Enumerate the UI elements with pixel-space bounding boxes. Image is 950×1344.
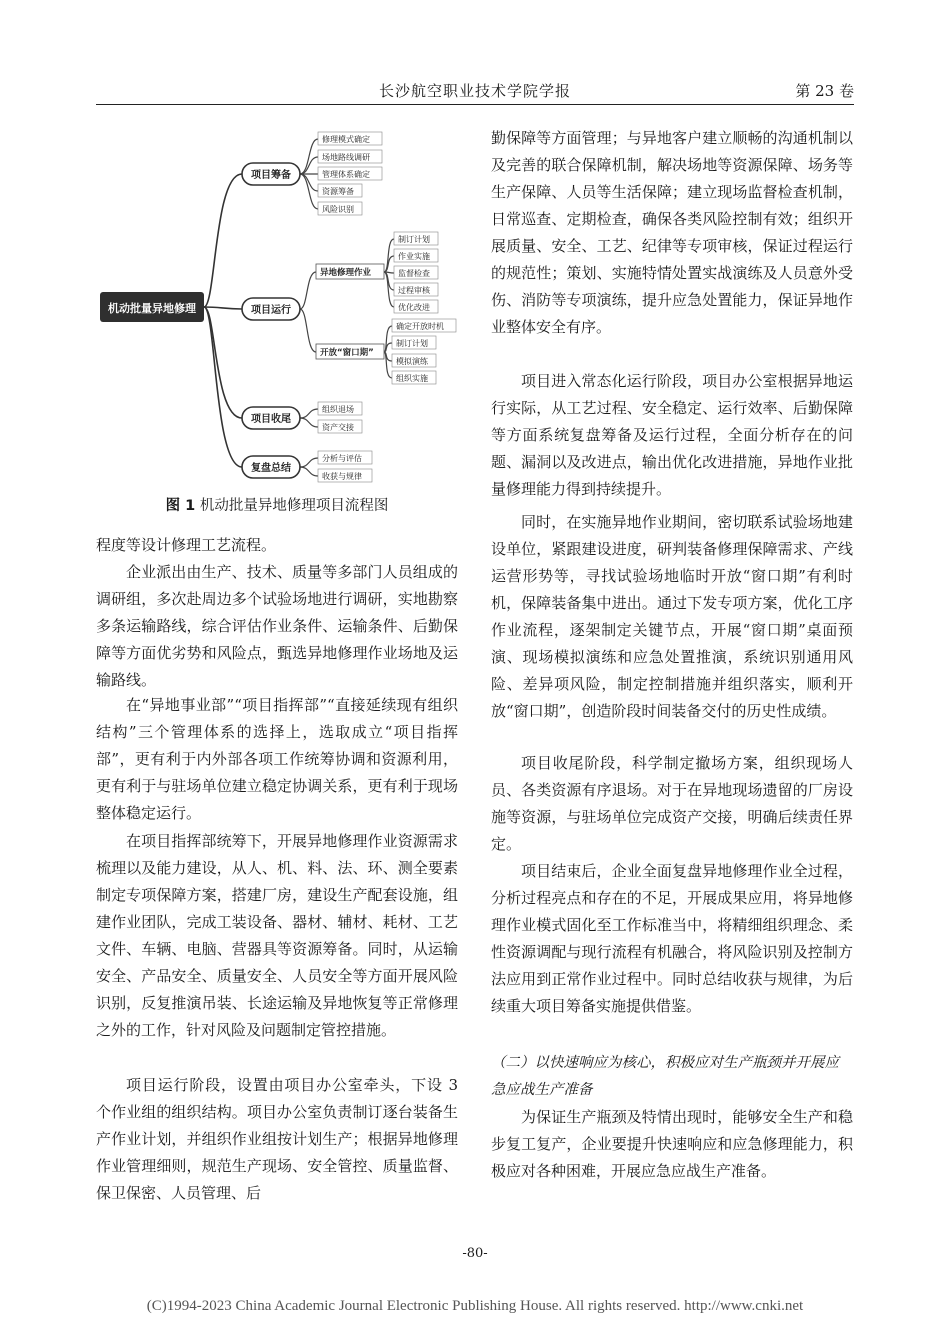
svg-text:项目运行: 项目运行	[251, 305, 291, 316]
onsite-items	[394, 232, 438, 313]
subgroup-window	[316, 344, 384, 359]
leaf-item: 管理体系确定	[322, 170, 370, 179]
leaf-item: 作业实施	[398, 252, 430, 261]
volume-label: 第 23 卷	[795, 82, 854, 100]
right-paragraph-2: 项目进入常态化运行阶段，项目办公室根据异地运行实际，从工艺过程、安全稳定、运行效率、后勤保障等方面系统复盘筹备及运行过程，全面分析存在的问题、漏洞以及改进点，输出优化改进措施，异地作业批量修理能力得到持续提升。	[491, 372, 853, 498]
leaf-item: 模拟演练	[396, 357, 428, 366]
leaf-item: 收获与规律	[322, 472, 362, 481]
right-paragraph-6: 为保证生产瓶颈及特情出现时，能够安全生产和稳步复工复产，企业要提升快速响应和应急修理能力，积极应对各种困难，开展应急应战生产准备。	[491, 1108, 853, 1180]
figure-caption-text: 机动批量异地修理项目流程图	[199, 498, 389, 514]
leaf-item: 资产交接	[322, 423, 354, 432]
figure-caption	[96, 494, 458, 515]
leaf-item: 过程审核	[398, 286, 430, 295]
left-paragraph-3: 在“异地事业部”“项目指挥部”“直接延续现有组织结构”三个管理体系的选择上，选取成立“项目指挥部”，更有利于内外部各项工作统筹协调和资源利用，更有利于与驻场单位建立稳定协调关系，更有利于现场整体稳定运行。	[96, 696, 458, 822]
page-number: -80-	[462, 1246, 488, 1261]
subgroup-onsite	[316, 264, 384, 279]
flowchart-svg	[96, 122, 458, 486]
leaf-item: 组织实施	[396, 374, 428, 383]
right-paragraph-5: 项目结束后，企业全面复盘异地修理作业全过程，分析过程亮点和存在的不足，开展成果应用，将异地修理作业模式固化至工作标准当中，将精细组织理念、柔性资源调配与现行流程有机融合，将风险识别及控制方法应用到正常作业过程中。同时总结收获与规律，为后续重大项目筹备实施提供借鉴。	[491, 862, 853, 1015]
leaf-item: 场地路线调研	[322, 153, 370, 162]
leaf-item: 修理模式确定	[322, 135, 370, 144]
right-paragraph-3: 同时，在实施异地作业期间，密切联系试验场地建设单位，紧跟建设进度，研判装备修理保障需求、产线运营形势等，寻找试验场地临时开放“窗口期”有利时机，保障装备集中进出。通过下发专项方案，优化工序作业流程，逐架制定关键节点，开展“窗口期”桌面预演、现场模拟演练和应急处置推演，系统识别通用风险、差异项风险，制定控制措施并组织落实，顺利开放“窗口期”，创造阶段时间装备交付的历史性成绩。	[491, 513, 853, 720]
group-node-review	[242, 456, 300, 478]
journal-title: 长沙航空职业技术学院学报	[378, 82, 571, 100]
leaf-item: 分析与评估	[322, 454, 362, 463]
root-label: 机动批量异地修理	[108, 302, 196, 315]
leaf-item: 优化改进	[398, 303, 430, 312]
group-node-prep	[242, 163, 300, 185]
svg-text:异地修理作业: 异地修理作业	[320, 268, 372, 278]
section-subheading: （二）以快速响应为核心，积极应对生产瓶颈并开展应急应战生产准备	[491, 1055, 839, 1098]
svg-text:开放“窗口期”: 开放“窗口期”	[320, 348, 374, 358]
left-paragraph-2: 企业派出由生产、技术、质量等多部门人员组成的调研组，多次赴周边多个试验场地进行调研，实地勘察多条运输路线，综合评估作业条件、运输条件、后勤保障等方面优劣势和风险点，甄选异地修理作业场地及运输路线。	[96, 563, 458, 689]
svg-text:项目收尾: 项目收尾	[251, 414, 291, 425]
leaf-item: 确定开放时机	[396, 322, 444, 331]
group-node-run	[242, 298, 300, 320]
left-paragraph-5: 项目运行阶段，设置由项目办公室牵头，下设 3 个作业组的组织结构。项目办公室负责制订逐台装备生产作业计划，并组织作业组按计划生产；根据异地修理作业管理细则，规范生产现场、安全管控、质量监督、保卫保密、人员管理、后	[96, 1076, 458, 1202]
leaf-item: 制订计划	[396, 339, 428, 348]
group-node-close	[242, 407, 300, 429]
left-paragraph-4: 在项目指挥部统筹下，开展异地修理作业资源需求梳理以及能力建设，从人、机、料、法、环、测全要素制定专项保障方案，搭建厂房，建设生产配套设施，组建作业团队，完成工装设备、器材、辅材、耗材、工艺文件、车辆、电脑、营器具等资源筹备。同时，从运输安全、产品安全、质量安全、人员安全等方面开展风险识别，反复推演吊装、长途运输及异地恢复等正常修理之外的工作，针对风险及问题制定管控措施。	[96, 832, 458, 1039]
leaf-item: 资源筹备	[322, 187, 354, 196]
header-rule	[96, 104, 854, 105]
left-paragraph-1: 程度等设计修理工艺流程。	[96, 536, 277, 554]
svg-text:复盘总结: 复盘总结	[251, 463, 291, 474]
leaf-item: 风险识别	[322, 205, 354, 214]
leaf-item: 监督检查	[398, 269, 430, 278]
leaf-item: 组织退场	[322, 405, 354, 414]
svg-text:项目筹备: 项目筹备	[251, 170, 291, 181]
figure-flowchart	[96, 122, 458, 486]
leaf-item: 制订计划	[398, 235, 430, 244]
right-paragraph-1: 勤保障等方面管理；与异地客户建立顺畅的沟通机制以及完善的联合保障机制，解决场地等资源保障、场务等生产保障、人员等生活保障；建立现场监督检查机制，日常巡查、定期检查，确保各类风险控制有效；组织开展质量、安全、工艺、纪律等专项审核，保证过程运行的规范性；策划、实施特情处置实战演练及人员意外受伤、消防等专项演练，提升应急处置能力，保证异地作业整体安全有序。	[491, 129, 853, 336]
figure-number: 图 1	[165, 498, 196, 514]
right-paragraph-4: 项目收尾阶段，科学制定撤场方案，组织现场人员、各类资源有序退场。对于在异地现场遗留的厂房设施等资源，与驻场单位完成资产交接，明确后续责任界定。	[491, 754, 853, 853]
copyright-footer: (C)1994-2023 China Academic Journal Electronic Publishing House. All rights reserved. http://www.cnki.net	[146, 1298, 804, 1314]
